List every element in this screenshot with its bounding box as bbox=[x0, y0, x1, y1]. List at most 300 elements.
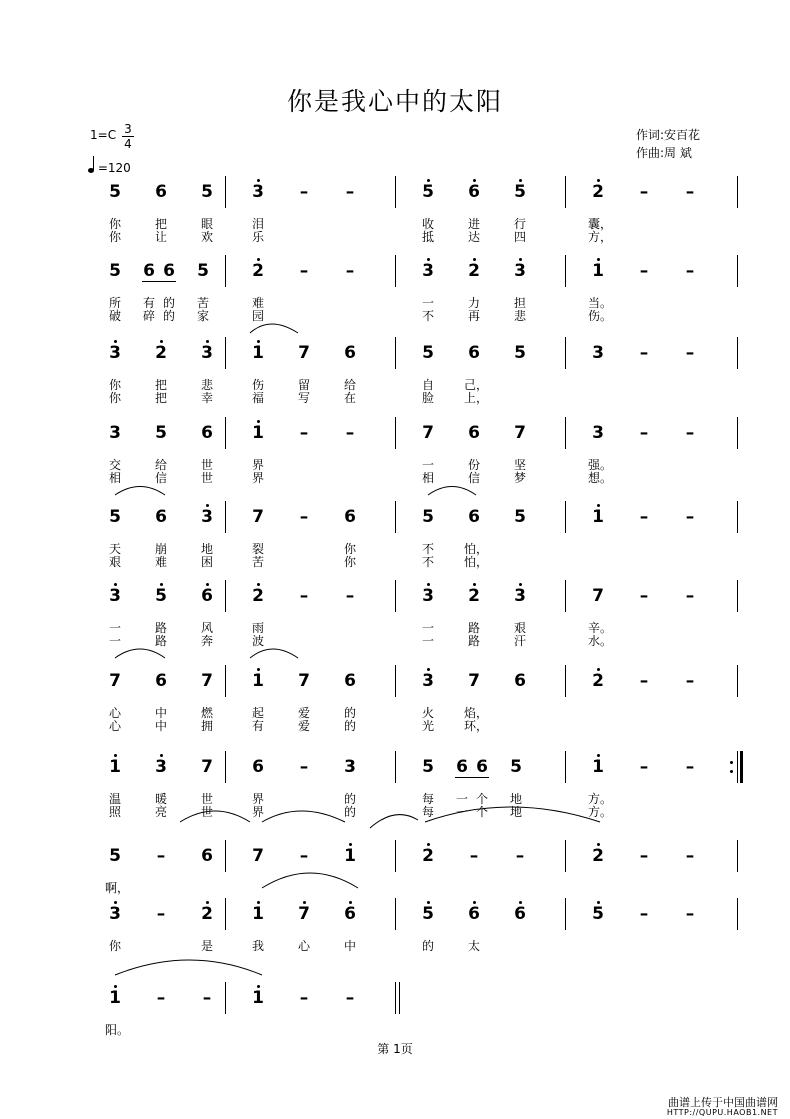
lyric-syllable: 悲 bbox=[200, 378, 213, 392]
octave-dot bbox=[519, 901, 522, 904]
lyric-syllable: 火 bbox=[421, 706, 434, 720]
footer-site: 曲谱上传于中国曲谱网 bbox=[668, 1096, 778, 1109]
note: 5 bbox=[514, 182, 526, 202]
dash: – bbox=[685, 507, 695, 527]
lyric-syllable: 方。 bbox=[588, 805, 613, 819]
repeat-dot bbox=[730, 770, 733, 773]
dash: – bbox=[515, 846, 525, 866]
beam-underline bbox=[455, 777, 489, 778]
dash: – bbox=[156, 988, 166, 1008]
octave-dot bbox=[257, 985, 260, 988]
lyric-syllable: 伤 bbox=[251, 378, 264, 392]
dash: – bbox=[639, 904, 649, 924]
note: 3 bbox=[109, 586, 121, 606]
dash: – bbox=[639, 757, 649, 777]
lyric-syllable: 福 bbox=[251, 391, 264, 405]
note: 2 bbox=[592, 671, 604, 691]
octave-dot bbox=[206, 583, 209, 586]
lyric-syllable: 强。 bbox=[588, 458, 613, 472]
dash: – bbox=[639, 846, 649, 866]
note: 1 bbox=[592, 261, 604, 281]
lyric-syllable: 水。 bbox=[588, 634, 613, 648]
barline bbox=[395, 898, 396, 930]
lyric-syllable: 苦 bbox=[251, 555, 264, 569]
dash: – bbox=[685, 586, 695, 606]
octave-dot bbox=[160, 583, 163, 586]
note: 7 bbox=[468, 671, 480, 691]
lyric-syllable: 地 bbox=[509, 805, 522, 819]
lyric-syllable: 有 bbox=[142, 296, 155, 310]
lyric-syllable: 你 bbox=[108, 230, 121, 244]
lyric-syllable: 的 bbox=[343, 805, 356, 819]
dash: – bbox=[299, 507, 309, 527]
lyric-syllable: 路 bbox=[154, 621, 167, 635]
tempo-value: =120 bbox=[97, 161, 131, 175]
note: 6 bbox=[344, 507, 356, 527]
lyric-syllable: 信 bbox=[467, 471, 480, 485]
lyric-syllable: 起 bbox=[251, 706, 264, 720]
lyric-syllable: 世 bbox=[200, 792, 213, 806]
lyric-syllable: 己， bbox=[464, 378, 489, 392]
note: 6 bbox=[155, 507, 167, 527]
song-title: 你是我心中的太阳 bbox=[286, 87, 503, 116]
dash: – bbox=[299, 846, 309, 866]
note: 6 bbox=[344, 671, 356, 691]
note: 2 bbox=[592, 846, 604, 866]
lyric-syllable: 不 bbox=[421, 542, 434, 556]
note: 5 bbox=[510, 757, 522, 777]
barline bbox=[395, 176, 396, 208]
dash: – bbox=[299, 261, 309, 281]
lyric-syllable: 困 bbox=[200, 555, 213, 569]
barline bbox=[737, 580, 738, 612]
lyric-syllable: 波 bbox=[251, 634, 264, 648]
lyric-syllable: 方， bbox=[588, 230, 613, 244]
lyric-syllable: 中 bbox=[343, 939, 356, 953]
note: 6 bbox=[201, 586, 213, 606]
lyric-syllable: 一 bbox=[421, 296, 434, 310]
note: 2 bbox=[468, 586, 480, 606]
lyric-syllable: 脸 bbox=[421, 391, 434, 405]
lyric-syllable: 把 bbox=[154, 217, 167, 231]
barline bbox=[225, 255, 226, 287]
lyric-syllable: 每 bbox=[421, 792, 434, 806]
lyric-syllable: 相 bbox=[421, 471, 434, 485]
lyric-syllable: 你 bbox=[343, 555, 356, 569]
octave-dot bbox=[257, 583, 260, 586]
lyric-syllable: 雨 bbox=[251, 621, 264, 635]
lyric-syllable: 路 bbox=[467, 621, 480, 635]
lyric-syllable: 拥 bbox=[200, 719, 213, 733]
lyric-syllable: 方。 bbox=[588, 792, 613, 806]
lyric-syllable: 世 bbox=[200, 458, 213, 472]
octave-dot bbox=[597, 504, 600, 507]
note: 6 bbox=[468, 182, 480, 202]
lyric-syllable: 心 bbox=[297, 939, 310, 953]
note: 7 bbox=[201, 757, 213, 777]
octave-dot bbox=[206, 504, 209, 507]
lyricist-credit: 作词:安百花 bbox=[636, 128, 701, 142]
lyric-syllable: 破 bbox=[108, 309, 121, 323]
note: 3 bbox=[422, 671, 434, 691]
note: 3 bbox=[252, 182, 264, 202]
lyric-syllable: 难 bbox=[154, 555, 167, 569]
octave-dot bbox=[114, 754, 117, 757]
lyric-syllable: 的 bbox=[343, 719, 356, 733]
dash: – bbox=[639, 423, 649, 443]
octave-dot bbox=[427, 179, 430, 182]
lyric-syllable: 亮 bbox=[154, 805, 167, 819]
lyric-syllable: 的 bbox=[162, 309, 175, 323]
dash: – bbox=[685, 261, 695, 281]
octave-dot bbox=[427, 901, 430, 904]
time-signature-top: 3 bbox=[124, 122, 132, 136]
octave-dot bbox=[257, 668, 260, 671]
dash: – bbox=[639, 182, 649, 202]
note: 7 bbox=[298, 904, 310, 924]
lyric-syllable: 地 bbox=[200, 542, 213, 556]
dash: – bbox=[345, 586, 355, 606]
note: 6 bbox=[476, 757, 488, 777]
lyric-syllable: 上， bbox=[464, 391, 489, 405]
lyric-syllable: 悲 bbox=[513, 309, 526, 323]
note: 6 bbox=[344, 343, 356, 363]
lyric-syllable: 不 bbox=[421, 555, 434, 569]
barline bbox=[225, 176, 226, 208]
lyric-syllable: 裂 bbox=[251, 542, 264, 556]
time-signature bbox=[122, 122, 134, 151]
lyric-syllable: 爱 bbox=[297, 719, 310, 733]
dash: – bbox=[685, 671, 695, 691]
note: 3 bbox=[422, 586, 434, 606]
lyric-syllable: 怕， bbox=[464, 555, 489, 569]
lyric-syllable: 路 bbox=[467, 634, 480, 648]
note: 7 bbox=[201, 671, 213, 691]
lyric-syllable: 一 bbox=[421, 458, 434, 472]
octave-dot bbox=[114, 901, 117, 904]
repeat-barline bbox=[740, 751, 743, 783]
tempo-marking bbox=[88, 156, 131, 175]
note: 5 bbox=[201, 182, 213, 202]
barline bbox=[565, 665, 566, 697]
lyric-syllable: 阳。 bbox=[105, 1023, 130, 1037]
lyric-syllable: 自 bbox=[421, 378, 434, 392]
dash: – bbox=[202, 988, 212, 1008]
dash: – bbox=[639, 343, 649, 363]
note: 5 bbox=[592, 904, 604, 924]
lyric-syllable: 温 bbox=[108, 792, 121, 806]
barline bbox=[565, 580, 566, 612]
note: 6 bbox=[163, 261, 175, 281]
octave-dot bbox=[427, 583, 430, 586]
lyric-syllable: 路 bbox=[154, 634, 167, 648]
barline bbox=[225, 417, 226, 449]
dash: – bbox=[299, 757, 309, 777]
barline bbox=[395, 501, 396, 533]
note: 6 bbox=[155, 182, 167, 202]
dash: – bbox=[345, 182, 355, 202]
octave-dot bbox=[473, 901, 476, 904]
octave-dot bbox=[519, 258, 522, 261]
lyric-syllable: 环， bbox=[464, 719, 489, 733]
note: 2 bbox=[201, 904, 213, 924]
lyric-syllable: 中 bbox=[154, 719, 167, 733]
note: 6 bbox=[456, 757, 468, 777]
lyric-syllable: 苦 bbox=[196, 296, 209, 310]
lyric-syllable: 你 bbox=[343, 542, 356, 556]
lyric-syllable: 给 bbox=[154, 458, 167, 472]
dash: – bbox=[639, 507, 649, 527]
note: 3 bbox=[201, 343, 213, 363]
lyric-syllable: 收 bbox=[421, 217, 434, 231]
barline bbox=[565, 337, 566, 369]
octave-dot bbox=[114, 340, 117, 343]
note: 7 bbox=[298, 671, 310, 691]
barline bbox=[395, 751, 396, 783]
lyric-syllable: 一 bbox=[455, 792, 468, 806]
lyric-syllable: 中 bbox=[154, 706, 167, 720]
dash: – bbox=[299, 586, 309, 606]
octave-dot bbox=[257, 340, 260, 343]
note: 1 bbox=[592, 757, 604, 777]
note: 3 bbox=[344, 757, 356, 777]
note: 5 bbox=[422, 343, 434, 363]
barline bbox=[737, 501, 738, 533]
octave-dot bbox=[473, 258, 476, 261]
lyric-syllable: 照 bbox=[108, 805, 121, 819]
octave-dot bbox=[257, 258, 260, 261]
note: 1 bbox=[344, 846, 356, 866]
page-number: 第 1页 bbox=[377, 1042, 413, 1056]
note: 5 bbox=[109, 507, 121, 527]
note: 3 bbox=[592, 423, 604, 443]
lyric-syllable: 是 bbox=[200, 939, 213, 953]
lyric-syllable: 的 bbox=[162, 296, 175, 310]
note: 3 bbox=[109, 343, 121, 363]
note: 6 bbox=[514, 904, 526, 924]
slur bbox=[428, 487, 476, 496]
dash: – bbox=[639, 586, 649, 606]
lyric-syllable: 泪 bbox=[251, 217, 264, 231]
note: 6 bbox=[468, 423, 480, 443]
note: 5 bbox=[422, 507, 434, 527]
lyric-syllable: 留 bbox=[297, 378, 310, 392]
lyric-syllable: 行 bbox=[513, 217, 526, 231]
note: 2 bbox=[252, 586, 264, 606]
slur bbox=[115, 487, 165, 496]
note: 1 bbox=[252, 423, 264, 443]
slur bbox=[250, 649, 298, 658]
lyric-syllable: 园 bbox=[251, 309, 264, 323]
octave-dot bbox=[206, 340, 209, 343]
note: 6 bbox=[201, 423, 213, 443]
lyric-syllable: 份 bbox=[467, 458, 480, 472]
barline bbox=[737, 337, 738, 369]
note: 1 bbox=[252, 343, 264, 363]
lyric-syllable: 你 bbox=[108, 378, 121, 392]
lyric-syllable: 界 bbox=[251, 458, 264, 472]
lyric-syllable: 一 bbox=[108, 621, 121, 635]
barline bbox=[395, 417, 396, 449]
lyric-syllable: 不 bbox=[421, 309, 434, 323]
barline bbox=[225, 501, 226, 533]
octave-dot bbox=[473, 179, 476, 182]
note: 3 bbox=[514, 586, 526, 606]
lyric-syllable: 相 bbox=[108, 471, 121, 485]
lyric-syllable: 奔 bbox=[200, 634, 213, 648]
dash: – bbox=[639, 261, 649, 281]
slur bbox=[115, 960, 262, 975]
lyric-syllable: 界 bbox=[251, 471, 264, 485]
barline bbox=[395, 665, 396, 697]
dash: – bbox=[685, 182, 695, 202]
lyric-syllable: 让 bbox=[154, 230, 167, 244]
lyric-syllable: 一 bbox=[421, 621, 434, 635]
beam-underline bbox=[142, 281, 176, 282]
lyric-syllable: 所 bbox=[108, 296, 121, 310]
octave-dot bbox=[519, 583, 522, 586]
note: 6 bbox=[468, 507, 480, 527]
time-signature-bottom: 4 bbox=[124, 137, 132, 151]
lyric-syllable: 的 bbox=[343, 792, 356, 806]
note: 5 bbox=[422, 904, 434, 924]
lyric-syllable: 碎 bbox=[142, 309, 155, 323]
note: 5 bbox=[109, 182, 121, 202]
lyric-syllable: 有 bbox=[251, 719, 264, 733]
note: 3 bbox=[201, 507, 213, 527]
lyric-syllable: 进 bbox=[467, 217, 480, 231]
barline bbox=[225, 337, 226, 369]
note: 7 bbox=[592, 586, 604, 606]
lyric-syllable: 太 bbox=[467, 939, 480, 953]
lyric-syllable: 给 bbox=[343, 378, 356, 392]
slur bbox=[370, 815, 418, 828]
dash: – bbox=[685, 846, 695, 866]
octave-dot bbox=[519, 179, 522, 182]
lyric-syllable: 个 bbox=[475, 792, 488, 806]
lyric-syllable: 欢 bbox=[200, 230, 213, 244]
note: 3 bbox=[592, 343, 604, 363]
lyric-syllable: 每 bbox=[421, 805, 434, 819]
lyric-syllable: 天 bbox=[108, 542, 121, 556]
note: 2 bbox=[422, 846, 434, 866]
lyric-syllable: 你 bbox=[108, 939, 121, 953]
composer-credit: 作曲:周 斌 bbox=[636, 146, 692, 160]
note: 5 bbox=[514, 507, 526, 527]
repeat-dot bbox=[730, 761, 733, 764]
note: 5 bbox=[514, 343, 526, 363]
octave-dot bbox=[257, 901, 260, 904]
note: 6 bbox=[468, 343, 480, 363]
lyric-syllable: 辛。 bbox=[588, 621, 613, 635]
note: 7 bbox=[252, 846, 264, 866]
note: 5 bbox=[155, 423, 167, 443]
barline bbox=[737, 176, 738, 208]
final-barline bbox=[399, 982, 400, 1014]
dash: – bbox=[156, 904, 166, 924]
octave-dot bbox=[597, 179, 600, 182]
note: 5 bbox=[109, 846, 121, 866]
footer-url: HTTP://QUPU.HAOB1.NET bbox=[666, 1108, 778, 1117]
barline bbox=[737, 255, 738, 287]
octave-dot bbox=[597, 668, 600, 671]
lyric-syllable: 心 bbox=[108, 719, 121, 733]
octave-dot bbox=[160, 754, 163, 757]
lyric-syllable: 一 bbox=[421, 634, 434, 648]
note: 5 bbox=[109, 261, 121, 281]
lyric-syllable: 你 bbox=[108, 217, 121, 231]
note: 2 bbox=[252, 261, 264, 281]
lyric-syllable: 在 bbox=[343, 391, 356, 405]
barline bbox=[565, 501, 566, 533]
dash: – bbox=[299, 182, 309, 202]
slur bbox=[250, 324, 298, 333]
octave-dot bbox=[160, 340, 163, 343]
lyric-syllable: 你 bbox=[108, 391, 121, 405]
lyric-syllable: 爱 bbox=[297, 706, 310, 720]
note: 1 bbox=[109, 988, 121, 1008]
lyric-syllable: 梦 bbox=[513, 471, 526, 485]
lyric-syllable: 交 bbox=[108, 458, 121, 472]
note: 7 bbox=[298, 343, 310, 363]
octave-dot bbox=[427, 258, 430, 261]
note: 7 bbox=[422, 423, 434, 443]
lyric-syllable: 的 bbox=[343, 706, 356, 720]
lyric-syllable: 焰， bbox=[464, 706, 489, 720]
note: 6 bbox=[344, 904, 356, 924]
octave-dot bbox=[427, 843, 430, 846]
octave-dot bbox=[597, 843, 600, 846]
lyric-syllable: 怕， bbox=[464, 542, 489, 556]
lyric-syllable: 眼 bbox=[200, 217, 213, 231]
dash: – bbox=[639, 671, 649, 691]
barline bbox=[395, 255, 396, 287]
note: 2 bbox=[468, 261, 480, 281]
note: 3 bbox=[109, 904, 121, 924]
barline bbox=[225, 580, 226, 612]
lyric-syllable: 光 bbox=[421, 719, 434, 733]
dash: – bbox=[685, 757, 695, 777]
octave-dot bbox=[349, 901, 352, 904]
note: 6 bbox=[201, 846, 213, 866]
note: 6 bbox=[514, 671, 526, 691]
lyric-syllable: 一 bbox=[108, 634, 121, 648]
barline bbox=[225, 982, 226, 1014]
repeat-barline bbox=[737, 751, 738, 783]
note: 2 bbox=[592, 182, 604, 202]
lyric-syllable: 把 bbox=[154, 391, 167, 405]
lyric-syllable: 达 bbox=[467, 230, 480, 244]
lyric-syllable: 难 bbox=[251, 296, 264, 310]
lyric-syllable: 心 bbox=[108, 706, 121, 720]
lyric-syllable: 界 bbox=[251, 792, 264, 806]
octave-dot bbox=[349, 843, 352, 846]
barline bbox=[395, 840, 396, 872]
note: 2 bbox=[155, 343, 167, 363]
lyric-syllable: 乐 bbox=[251, 230, 264, 244]
dash: – bbox=[685, 423, 695, 443]
lyric-syllable: 我 bbox=[251, 939, 264, 953]
barline bbox=[225, 751, 226, 783]
note: 1 bbox=[252, 988, 264, 1008]
barline bbox=[565, 176, 566, 208]
note: 3 bbox=[422, 261, 434, 281]
lyric-syllable: 囊， bbox=[588, 217, 613, 231]
dash: – bbox=[299, 423, 309, 443]
barline bbox=[737, 417, 738, 449]
lyric-syllable: 抵 bbox=[421, 230, 434, 244]
barline bbox=[565, 255, 566, 287]
